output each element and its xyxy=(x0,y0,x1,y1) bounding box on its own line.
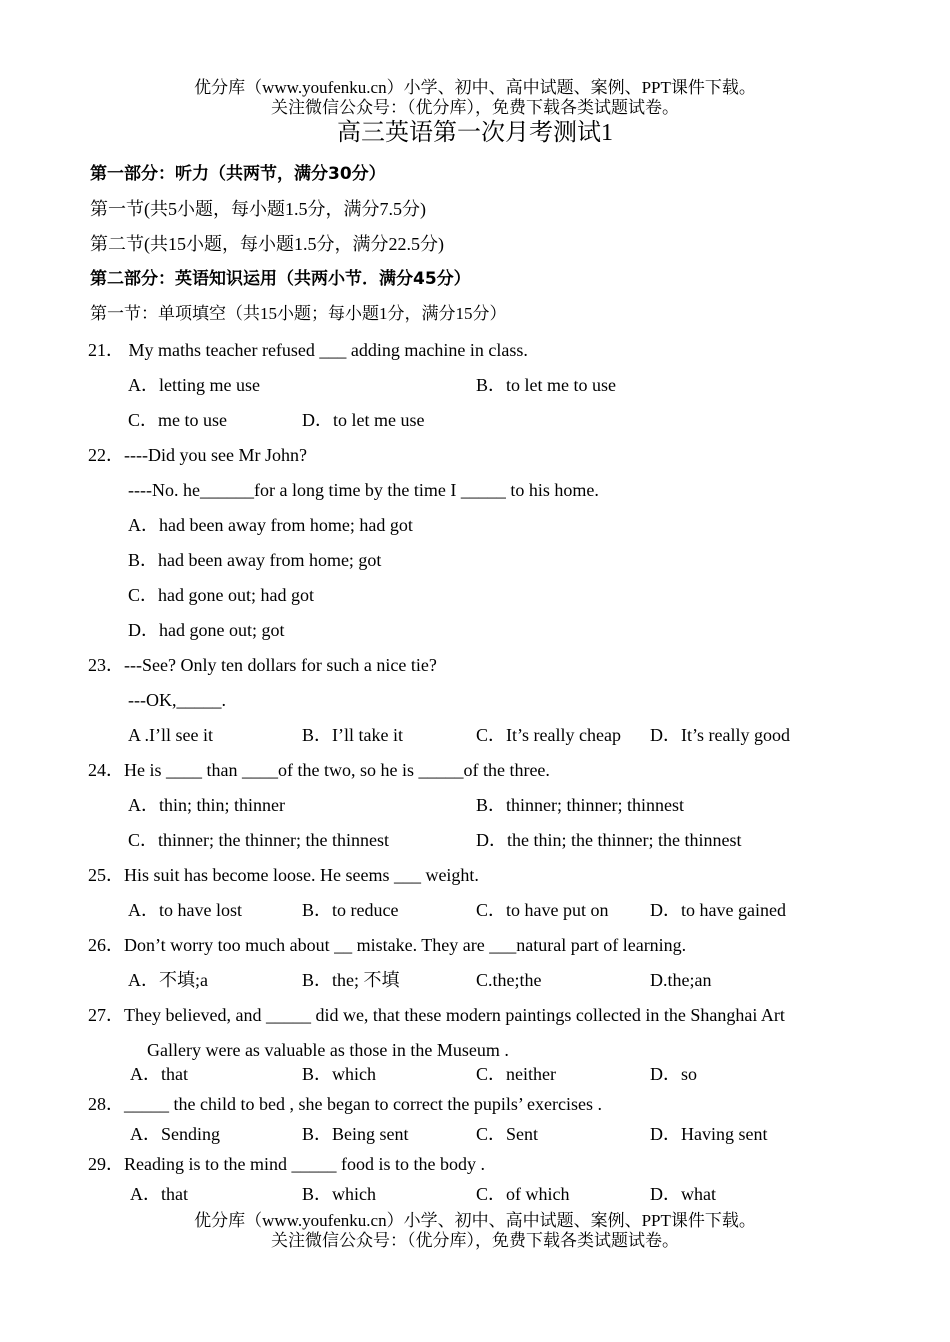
part2-heading: 第二部分：英语知识运用（共两小节．满分45分） xyxy=(90,269,471,289)
question-27-option-b: B．which xyxy=(302,1064,376,1084)
question-29-option-a: A．that xyxy=(130,1184,188,1204)
part1-heading: 第一部分：听力（共两节，满分30分） xyxy=(90,164,386,184)
question-24-option-a: A．thin; thin; thinner xyxy=(128,795,285,815)
question-27-stem: 27．They believed, and _____ did we, that these modern paintings collected in the Shanghai Art xyxy=(88,1005,785,1025)
question-26-option-c: C.the;the xyxy=(476,970,542,990)
question-23-option-c: C．It’s really cheap xyxy=(476,725,621,745)
question-25-stem: 25．His suit has become loose. He seems ___ weight. xyxy=(88,865,479,885)
question-22-option-c: C．had gone out; had got xyxy=(128,585,314,605)
question-21-option-c: C．me to use xyxy=(128,410,227,430)
question-27-stem-2: Gallery were as valuable as those in the Museum . xyxy=(147,1040,509,1060)
question-26-option-a: A．不填;a xyxy=(128,970,208,990)
question-24-option-c: C．thinner; the thinner; the thinnest xyxy=(128,830,389,850)
question-29-option-b: B．which xyxy=(302,1184,376,1204)
question-21-stem: 21． My maths teacher refused ___ adding machine in class. xyxy=(88,340,528,360)
question-28-option-b: B．Being sent xyxy=(302,1124,409,1144)
question-27-option-a: A．that xyxy=(130,1064,188,1084)
question-28-option-d: D．Having sent xyxy=(650,1124,768,1144)
question-29-option-c: C．of which xyxy=(476,1184,570,1204)
question-22-option-b: B．had been away from home; got xyxy=(128,550,382,570)
part1-section1: 第一节(共5小题，每小题1.5分，满分7.5分) xyxy=(90,199,426,219)
question-29-option-d: D．what xyxy=(650,1184,716,1204)
footer-line-1: 优分库（www.youfenku.cn）小学、初中、高中试题、案例、PPT课件下载。 xyxy=(194,1211,756,1230)
question-23-option-b: B．I’ll take it xyxy=(302,725,403,745)
question-28-option-c: C．Sent xyxy=(476,1124,539,1144)
question-25-option-b: B．to reduce xyxy=(302,900,399,920)
part2-section1: 第一节：单项填空（共15小题；每小题1分，满分15分） xyxy=(90,304,507,323)
question-21-option-b: B．to let me to use xyxy=(476,375,616,395)
question-25-option-a: A．to have lost xyxy=(128,900,242,920)
page-title: 高三英语第一次月考测试1 xyxy=(337,120,613,146)
question-28-option-a: A．Sending xyxy=(130,1124,220,1144)
question-21-option-d: D．to let me use xyxy=(302,410,425,430)
question-23-stem: 23．---See? Only ten dollars for such a nice tie? xyxy=(88,655,437,675)
header-line-1: 优分库（www.youfenku.cn）小学、初中、高中试题、案例、PPT课件下载。 xyxy=(194,78,756,97)
question-22-option-d: D．had gone out; got xyxy=(128,620,285,640)
question-28-stem: 28．_____ the child to bed , she began to correct the pupils’ exercises . xyxy=(88,1094,603,1114)
question-24-option-b: B．thinner; thinner; thinnest xyxy=(476,795,684,815)
question-24-stem: 24．He is ____ than ____of the two, so he is _____of the three. xyxy=(88,760,550,780)
question-21-option-a: A．letting me use xyxy=(128,375,260,395)
question-25-option-c: C．to have put on xyxy=(476,900,609,920)
question-23-stem-2: ---OK,_____. xyxy=(128,690,226,710)
question-24-option-d: D．the thin; the thinner; the thinnest xyxy=(476,830,742,850)
question-27-option-c: C．neither xyxy=(476,1064,556,1084)
question-22-stem-2: ----No. he______for a long time by the time I _____ to his home. xyxy=(128,480,599,500)
question-22-option-a: A．had been away from home; had got xyxy=(128,515,413,535)
question-26-option-b: B．the; 不填 xyxy=(302,970,400,990)
question-23-option-d: D．It’s really good xyxy=(650,725,790,745)
question-23-option-a: A .I’ll see it xyxy=(128,725,213,745)
part1-section2: 第二节(共15小题，每小题1.5分，满分22.5分) xyxy=(90,234,444,254)
question-29-stem: 29．Reading is to the mind _____ food is to the body . xyxy=(88,1154,485,1174)
question-26-option-d: D.the;an xyxy=(650,970,712,990)
question-26-stem: 26．Don’t worry too much about __ mistake. They are ___natural part of learning. xyxy=(88,935,687,955)
question-27-option-d: D．so xyxy=(650,1064,698,1084)
question-22-stem: 22．----Did you see Mr John? xyxy=(88,445,307,465)
question-25-option-d: D．to have gained xyxy=(650,900,786,920)
header-line-2: 关注微信公众号：（优分库），免费下载各类试题试卷。 xyxy=(271,98,679,117)
footer-line-2: 关注微信公众号：（优分库），免费下载各类试题试卷。 xyxy=(271,1231,679,1250)
